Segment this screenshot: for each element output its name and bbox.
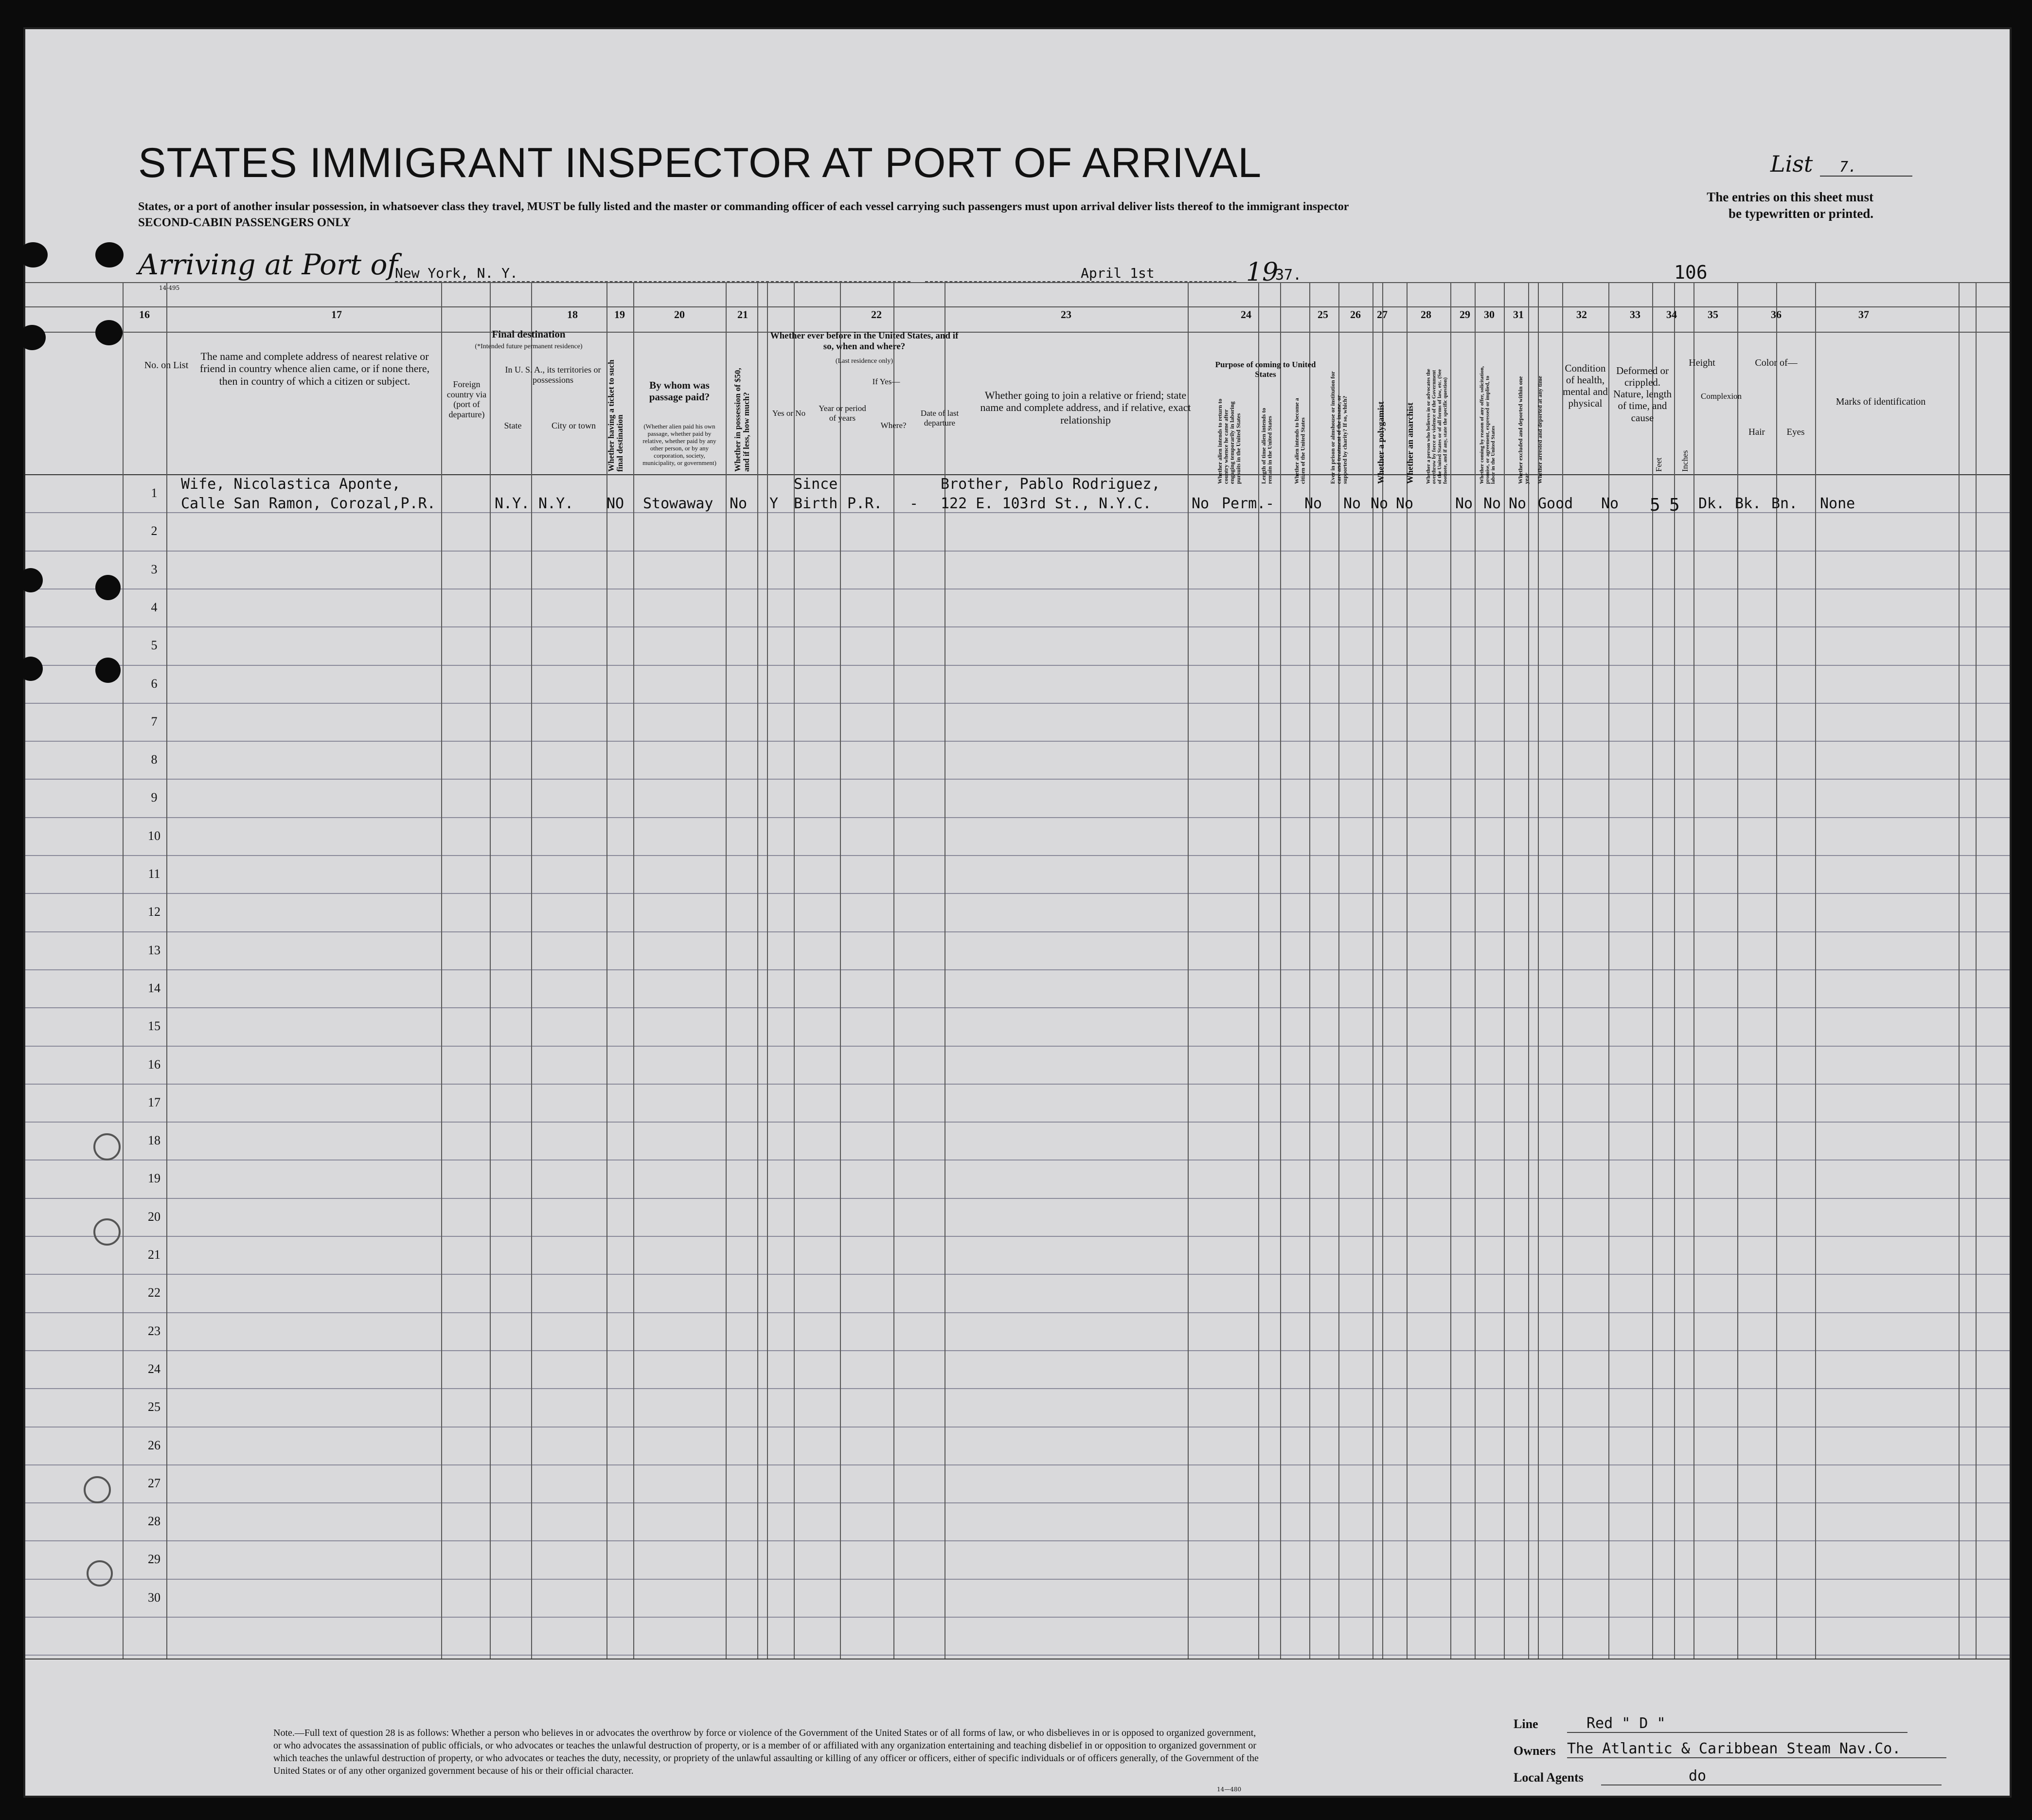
row-number: 15: [148, 1019, 160, 1034]
grid-column-line: [1309, 282, 1310, 1659]
hdr-eyes: Eyes: [1786, 427, 1805, 437]
grid-row-line: [25, 1046, 2010, 1047]
column-number: 25: [1318, 308, 1328, 321]
hdr-where: Where?: [880, 421, 907, 430]
entry-before-yes: Y: [769, 495, 779, 512]
grid-row-line: [25, 1198, 2010, 1199]
hdr-passage-paid-sub: (Whether alien paid his own passage, whether paid by relative, whether paid by any other person, or by any corporation, society, municipality, or government): [642, 423, 716, 466]
entry-deformed: No: [1601, 495, 1619, 512]
grid-column-line: [1450, 282, 1451, 1659]
punch-hole: [18, 242, 48, 268]
column-number: 33: [1630, 308, 1640, 321]
row-number: 24: [148, 1361, 160, 1376]
column-number: 22: [871, 308, 882, 321]
agents-label: Local Agents: [1514, 1770, 1584, 1784]
hdr-hair: Hair: [1748, 427, 1765, 437]
hdr-polygamist: Whether a polygamist: [1376, 401, 1386, 484]
page-number: 106: [1674, 262, 1708, 283]
hdr-purpose-citizen: Whether alien intends to become a citizen of the United States: [1293, 398, 1306, 484]
hdr-arrested: Whether arrested and deported at any time: [1536, 375, 1543, 484]
grid-column-line: [1528, 282, 1529, 1659]
hdr-state: State: [504, 421, 522, 430]
entry-fifty: No: [730, 495, 748, 512]
grid-row-line: [25, 1502, 2010, 1503]
grid-row-line: [25, 1350, 2010, 1351]
grid-column-line: [1504, 282, 1505, 1659]
row-number: 10: [148, 828, 160, 843]
grid-column-line: [1338, 282, 1339, 1659]
agents-value: do: [1689, 1767, 1707, 1784]
grid-column-line: [1608, 282, 1609, 1659]
hdr-marks: Marks of identification: [1836, 396, 1926, 407]
grid-column-line: [726, 282, 727, 1659]
grid-column-line: [1280, 282, 1281, 1659]
hdr-final-destination-sub: (*Intended future permanent residence): [475, 343, 583, 350]
hdr-complexion: Complexion: [1701, 392, 1742, 401]
row-number: 27: [148, 1476, 160, 1490]
grid-column-line: [1674, 282, 1675, 1659]
owners-value: The Atlantic & Caribbean Steam Nav.Co.: [1567, 1740, 1901, 1757]
grid-column-line: [123, 282, 124, 1659]
entry-passage: Stowaway: [643, 495, 713, 512]
column-number: 26: [1350, 308, 1361, 321]
hdr-purpose: Purpose of coming to United States: [1215, 360, 1316, 379]
hdr-purpose-length: Length of time alien intends to remain in the United States: [1260, 408, 1273, 484]
page-title: STATES IMMIGRANT INSPECTOR AT PORT OF ARRIVAL: [138, 140, 1262, 186]
grid-row-line: [25, 1655, 2010, 1656]
column-number: 21: [737, 308, 748, 321]
grid-column-line: [1258, 282, 1259, 1659]
grid-column-line: [441, 282, 442, 1659]
row-number: 25: [148, 1400, 160, 1414]
grid-column-line: [840, 282, 841, 1659]
hdr-ticket: Whether having a ticket to such final destination: [606, 359, 624, 472]
owners-label: Owners: [1514, 1744, 1556, 1758]
grid-column-line: [1815, 282, 1816, 1659]
column-number: 24: [1241, 308, 1251, 321]
grid-column-line: [1693, 282, 1694, 1659]
grid-row-line: [25, 1540, 2010, 1541]
hdr-in-usa: In U. S. A., its territories or possessions: [505, 365, 601, 385]
hdr-deformed: Deformed or crippled. Nature, length of time, and cause: [1613, 365, 1672, 424]
hdr-foreign-country: Foreign country via (port of departure): [446, 379, 487, 420]
entry-overthrow: No: [1396, 495, 1414, 512]
grid-row-line: [25, 474, 2010, 475]
grid-column-line: [1976, 282, 1977, 1659]
entry-state: N.Y.: [495, 495, 530, 512]
punch-ring: [87, 1560, 113, 1587]
row-number: 1: [151, 486, 158, 500]
row-number: 4: [151, 600, 158, 614]
grid-column-line: [1475, 282, 1476, 1659]
grid-row-line: [25, 855, 2010, 856]
column-number: 30: [1484, 308, 1495, 321]
grid-row-line: [25, 1007, 2010, 1008]
row-number: 14: [148, 981, 160, 995]
hdr-inches: Inches: [1680, 450, 1690, 472]
manifest-grid: [25, 29, 2010, 1796]
grid-row-line: [25, 1274, 2010, 1275]
form-code: 14—480: [1217, 1786, 1242, 1793]
grid-column-line: [1959, 282, 1960, 1659]
year-suffix: 37.: [1275, 267, 1302, 284]
grid-row-line: [25, 931, 2010, 932]
agents-field: [1601, 1767, 1942, 1785]
row-number: 17: [148, 1095, 160, 1109]
line-label: Line: [1514, 1717, 1538, 1731]
form-code-top: 14-495: [159, 285, 180, 291]
entry-relative-line1: Wife, Nicolastica Aponte,: [181, 476, 401, 493]
grid-column-line: [1737, 282, 1738, 1659]
row-number: 13: [148, 943, 160, 957]
punch-hole: [95, 242, 124, 268]
class-line: SECOND-CABIN PASSENGERS ONLY: [138, 216, 351, 229]
punch-ring: [93, 1133, 121, 1160]
grid-column-line: [606, 282, 607, 1659]
row-number: 3: [151, 562, 158, 576]
entry-citizen: -: [1266, 495, 1275, 512]
column-number: 27: [1377, 308, 1388, 321]
entry-polygamist: No: [1343, 495, 1361, 512]
grid-row-line: [25, 741, 2010, 742]
grid-column-line: [1372, 282, 1373, 1659]
grid-row-line: [25, 1084, 2010, 1085]
instructions-line: States, or a port of another insular possession, in whatsoever class they travel, MUST be fully listed and the master or commanding officer of each vessel carrying such passengers must upon arrival deliver lists thereof to the immigrant inspector: [138, 200, 1349, 213]
grid-column-line: [1382, 282, 1383, 1659]
row-number: 18: [148, 1133, 160, 1148]
hdr-color-of: Color of—: [1755, 357, 1798, 368]
entry-where: P.R.: [847, 495, 883, 512]
column-number: 18: [567, 308, 578, 321]
row-number: 16: [148, 1057, 160, 1071]
entry-health: Good: [1538, 495, 1573, 512]
grid-column-line: [893, 282, 894, 1659]
column-number: 17: [331, 308, 342, 321]
hdr-if-yes: If Yes—: [872, 377, 900, 386]
column-number: 34: [1666, 308, 1677, 321]
entry-hair: Bk.: [1735, 495, 1762, 512]
grid-row-line: [25, 817, 2010, 818]
hdr-prison: Ever in prison or almshouse or institution for care and treatment of the insane, or supported by charity? If so, which?: [1329, 371, 1349, 484]
grid-row-line: [25, 1388, 2010, 1389]
grid-header-line: [25, 332, 2010, 333]
hdr-city: City or town: [551, 421, 596, 430]
hdr-year-period: Year or period of years: [819, 404, 866, 423]
row-number: 23: [148, 1323, 160, 1338]
grid-column-line: [1538, 282, 1539, 1659]
hdr-excluded: Whether excluded and deported within one year: [1517, 376, 1530, 484]
hdr-anarchist: Whether an anarchist: [1405, 402, 1415, 484]
entry-offer: No: [1455, 495, 1473, 512]
grid-header-line: [25, 306, 2010, 307]
punch-hole: [95, 658, 121, 683]
entry-ticket: NO: [606, 495, 624, 512]
row-number: 12: [148, 905, 160, 919]
grid-column-line: [490, 282, 491, 1659]
hdr-nearest-relative: The name and complete address of nearest relative or friend in country whence alien came, or if none there, then in country of which a citizen or subject.: [199, 350, 430, 387]
entry-prison: No: [1304, 495, 1322, 512]
grid-column-line: [1407, 282, 1408, 1659]
port-value: New York, N. Y.: [395, 265, 518, 281]
entry-eyes: Bn.: [1771, 495, 1798, 512]
hdr-overthrow: Whether a person who believes in or advocates the overthrow by force or violence of the Government of the United States or of all forms of law, etc. (See footnote, and if any, state the specific question): [1426, 369, 1448, 484]
grid-row-line: [25, 1122, 2010, 1123]
arriving-label: Arriving at Port of: [138, 248, 398, 281]
grid-row-line: [25, 969, 2010, 970]
grid-row-line: [25, 703, 2010, 704]
entry-joining-line2: 122 E. 103rd St., N.Y.C.: [941, 495, 1152, 512]
owners-field: [1567, 1740, 1946, 1758]
row-number: 26: [148, 1438, 160, 1452]
entry-years-line2: Birth: [794, 495, 838, 512]
punch-hole: [18, 657, 43, 681]
row-number: 20: [148, 1209, 160, 1224]
entry-anarchist: No: [1371, 495, 1389, 512]
grid-row-line: [25, 665, 2010, 666]
grid-column-line: [531, 282, 532, 1659]
grid-row-line: [25, 1617, 2010, 1618]
hdr-height: Height: [1689, 357, 1715, 368]
entry-arrested: No: [1509, 495, 1527, 512]
typewritten-note-1: The entries on this sheet must: [1707, 190, 1873, 204]
list-value: 7.: [1820, 159, 1912, 177]
row-number: 5: [151, 638, 158, 653]
column-number: 29: [1460, 308, 1470, 321]
row-number: 29: [148, 1552, 160, 1567]
row-number: 2: [151, 524, 158, 538]
entry-feet: 5: [1650, 495, 1660, 515]
hdr-joining-relative: Whether going to join a relative or friend; state name and complete address, and if relative, exact relationship: [980, 389, 1191, 426]
row-number: 7: [151, 714, 158, 729]
row-number: 11: [148, 867, 160, 881]
grid-row-line: [25, 893, 2010, 894]
grid-row-line: [25, 1312, 2010, 1313]
grid-row-line: [25, 779, 2010, 780]
hdr-last-departure: Date of last departure: [920, 409, 959, 428]
punch-ring: [93, 1218, 121, 1246]
hdr-no-on-list: No. on List: [144, 360, 189, 371]
column-number: 28: [1421, 308, 1431, 321]
grid-column-line: [767, 282, 768, 1659]
grid-row-line: [25, 1236, 2010, 1237]
column-number: 32: [1576, 308, 1587, 321]
column-number: 31: [1513, 308, 1524, 321]
year-prefix: 19: [1246, 258, 1279, 287]
typewritten-note-2: be typewritten or printed.: [1729, 206, 1873, 221]
column-number: 35: [1708, 308, 1718, 321]
footnote-question-28: Note.—Full text of question 28 is as follows: Whether a person who believes in or advocates the overthrow by force or violence of the Government of the United States or of all forms of law, or who disbelieves in or is opposed to organized government, or who advocates the assassination of public officials, or who advocates or teaches the unlawful destruction of property, or is a member of or affiliated with any organization entertaining and teaching disbelief in or opposition to organized government or which teaches the unlawful destruction of property, or who advocates or teaches the duty, necessity, or propriety of the unlawful assaulting or killing of any officer or officers, either of specific individuals or of officers generally, of the Government of the United States or of any other organized government because of his or their official character.: [273, 1728, 1259, 1776]
grid-column-line: [1562, 282, 1563, 1659]
row-number: 30: [148, 1590, 160, 1605]
grid-header-line: [25, 282, 2010, 283]
hdr-fifty-dollars: Whether in possession of $50, and if less, how much?: [733, 368, 751, 472]
punch-hole: [95, 320, 123, 345]
entry-years-line1: Since: [794, 476, 838, 493]
entry-city: N.Y.: [538, 495, 574, 512]
column-number: 23: [1061, 308, 1071, 321]
row-number: 6: [151, 676, 158, 691]
entry-joining-line1: Brother, Pablo Rodriguez,: [941, 476, 1160, 493]
entry-length: Perm.: [1222, 495, 1266, 512]
hdr-ever-before: Whether ever before in the United States, and if so, when and where?: [770, 331, 959, 352]
manifest-sheet: [23, 27, 2012, 1798]
hdr-health: Condition of health, mental and physical: [1563, 362, 1608, 410]
punch-hole: [18, 325, 46, 350]
punch-hole: [18, 568, 43, 592]
column-number: 16: [139, 308, 150, 321]
grid-column-line: [633, 282, 634, 1659]
column-number: 20: [674, 308, 685, 321]
line-field: [1567, 1715, 1907, 1733]
column-number: 36: [1771, 308, 1782, 321]
hdr-passage-paid: By whom was passage paid?: [649, 379, 710, 403]
list-label: List: [1770, 151, 1813, 177]
grid-column-line: [1188, 282, 1189, 1659]
hdr-yes-no: Yes or No: [772, 409, 806, 418]
punch-hole: [95, 575, 121, 600]
entry-departure: -: [909, 495, 919, 512]
grid-row-line: [25, 512, 2010, 513]
grid-row-line: [25, 1464, 2010, 1465]
grid-row-line: [25, 551, 2010, 552]
row-number: 8: [151, 752, 158, 767]
row-number: 19: [148, 1171, 160, 1186]
hdr-ever-before-sub: (Last residence only): [835, 357, 893, 365]
row-number: 21: [148, 1248, 160, 1262]
date-value: April 1st: [1081, 265, 1155, 281]
hdr-feet: Feet: [1654, 457, 1663, 472]
grid-column-line: [1776, 282, 1777, 1659]
line-value: Red " D ": [1586, 1715, 1666, 1732]
hdr-offer-to-labor: Whether coming by reason of any offer, solicitation, promise, or agreement, expressed or implied, to labor in the United States: [1479, 366, 1497, 484]
grid-column-line: [1652, 282, 1653, 1659]
entry-inches: 5: [1669, 495, 1680, 515]
hdr-purpose-return: Whether alien intends to return to country whence he came after engaging temporarily in laboring pursuits in the United States: [1216, 398, 1242, 484]
column-number: 19: [614, 308, 625, 321]
hdr-final-destination: Final destination: [492, 328, 566, 340]
grid-row-line: [25, 1579, 2010, 1580]
punch-ring: [84, 1476, 111, 1503]
column-number: 37: [1858, 308, 1869, 321]
row-number: 28: [148, 1514, 160, 1529]
entry-relative-line2: Calle San Ramon, Corozal,P.R.: [181, 495, 436, 512]
entry-excluded: No: [1483, 495, 1501, 512]
entry-complexion: Dk.: [1698, 495, 1725, 512]
grid-column-line: [757, 282, 758, 1659]
row-number: 22: [148, 1285, 160, 1300]
row-number: 9: [151, 790, 158, 805]
entry-marks: None: [1820, 495, 1855, 512]
grid-row-line: [25, 626, 2010, 627]
entry-return: No: [1192, 495, 1210, 512]
